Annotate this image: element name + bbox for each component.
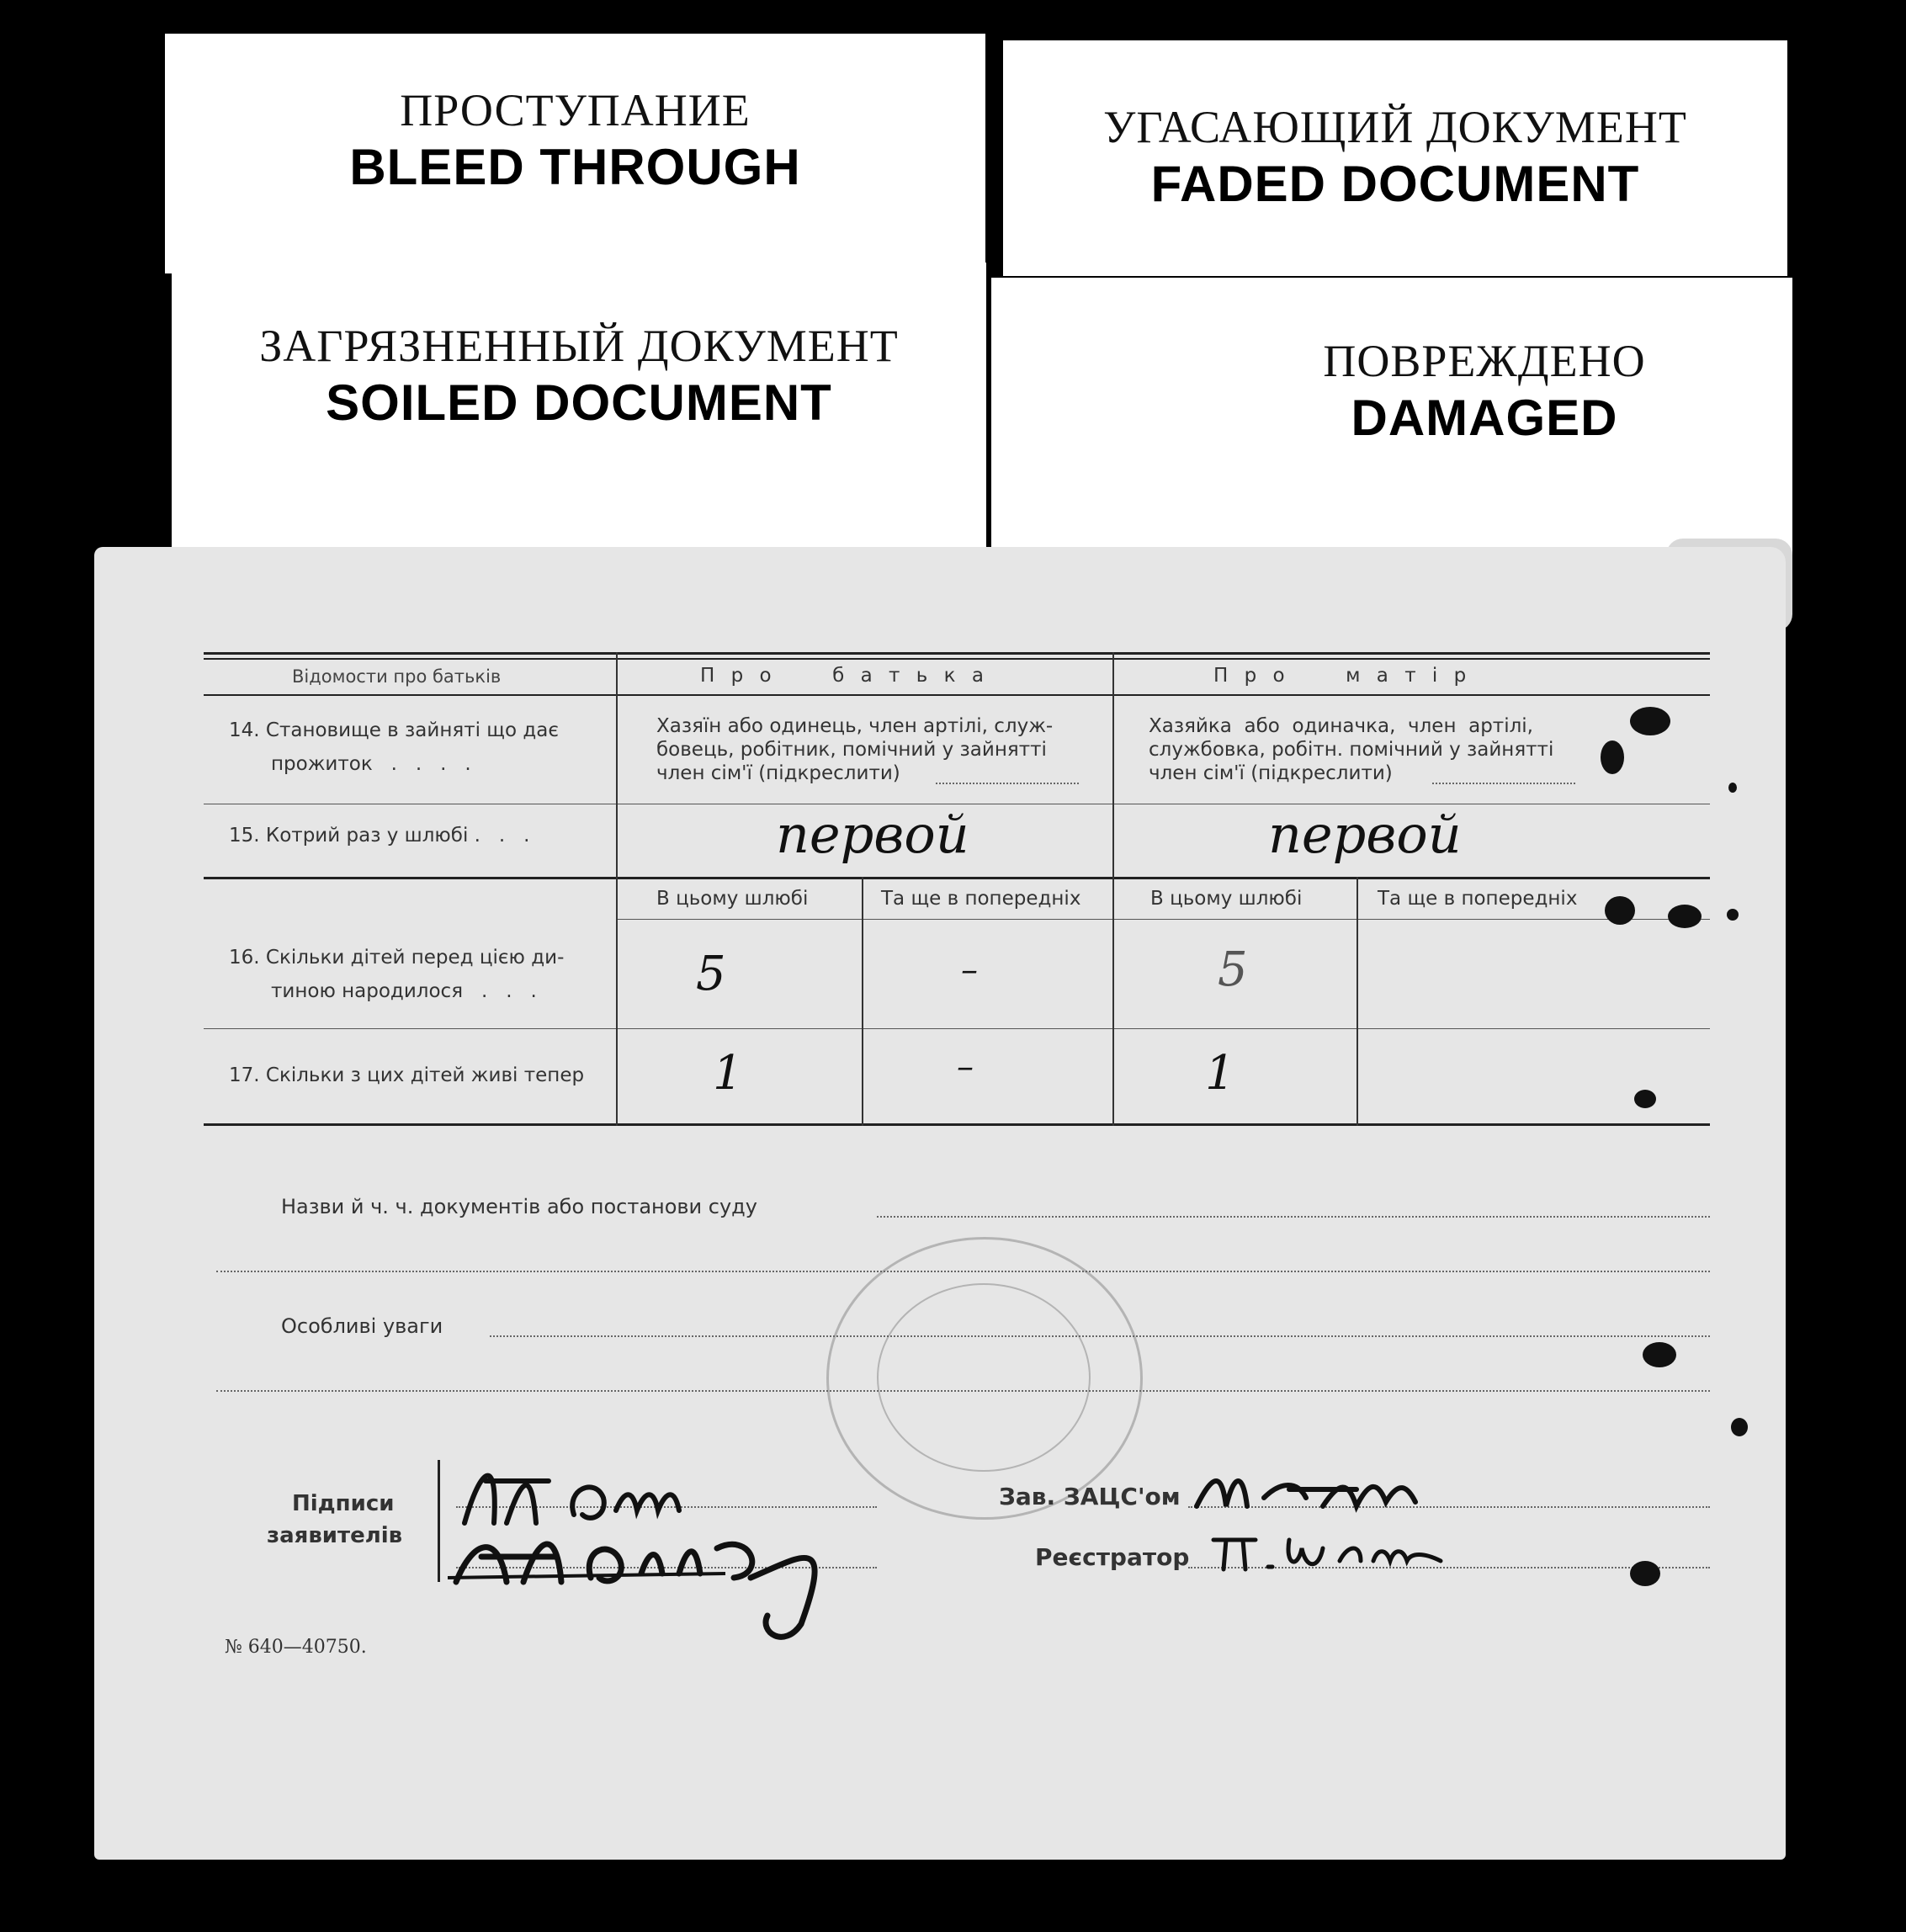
signatures-bracket <box>438 1460 440 1582</box>
row15-mother-value: первой <box>1268 804 1462 865</box>
row14-father-line3: член сім'ї (підкреслити) <box>656 762 900 784</box>
registrar-signature <box>1205 1515 1474 1582</box>
col-divider-2 <box>1112 652 1114 1126</box>
damage-hole-5 <box>1634 1090 1656 1108</box>
form-number: № 640—40750. <box>225 1637 367 1658</box>
mother-previous-header: Та ще в попередніх <box>1378 888 1578 910</box>
damage-hole-4 <box>1668 905 1702 928</box>
row16-father-previous: – <box>961 951 978 990</box>
faded-document-card <box>1003 40 1787 276</box>
remarks-dots-2 <box>216 1390 1710 1392</box>
mother-in-marriage-header: В цьому шлюбі <box>1150 888 1303 910</box>
row16-mother-current: 5 <box>1218 942 1248 997</box>
row17-father-previous: – <box>957 1048 974 1086</box>
damage-hole-8 <box>1630 1561 1660 1586</box>
col-divider-4 <box>1356 877 1358 1126</box>
row14-father-line1: Хазяїн або одинець, член артілі, служ- <box>656 715 1054 737</box>
subheader-bottom <box>616 919 1710 920</box>
soiled-document-ru: ЗАГРЯЗНЕННЫЙ ДОКУМЕНТ <box>259 321 899 371</box>
damaged-en: DAMAGED <box>1351 390 1618 446</box>
head-label: Зав. ЗАЦС'ом <box>999 1483 1181 1510</box>
remarks-label: Особливі уваги <box>281 1314 443 1338</box>
table-bottom-border <box>204 1123 1710 1126</box>
row16-bottom <box>204 1028 1710 1029</box>
documents-label: Назви й ч. ч. документів або постанови суду <box>281 1195 757 1218</box>
bleed-through-ru: ПРОСТУПАНИЕ <box>400 85 751 135</box>
row14-mother-line2: службовка, робітн. помічний у зайнятті <box>1149 739 1554 761</box>
faded-document-ru: УГАСАЮЩИЙ ДОКУМЕНТ <box>1103 102 1687 152</box>
damage-hole-2 <box>1601 740 1624 774</box>
row14-label-line2: прожиток . . . . <box>271 753 471 775</box>
soiled-document-en: SOILED DOCUMENT <box>326 374 832 431</box>
soiled-document-card <box>172 263 986 557</box>
col-divider-3 <box>862 877 863 1126</box>
row15-bottom <box>204 877 1710 879</box>
damaged-card <box>991 278 1792 555</box>
signatures-label-line2: заявителів <box>267 1523 403 1548</box>
table-header-border <box>204 658 1710 660</box>
remarks-dots-1 <box>490 1335 1710 1337</box>
row15-label: 15. Котрий раз у шлюбі . . . <box>229 825 530 847</box>
row14-mother-line1: Хазяйка або одиначка, член артілі, <box>1149 715 1533 737</box>
row17-label: 17. Скільки з цих дітей живі тепер <box>229 1064 585 1086</box>
documents-dots-2 <box>216 1271 1710 1272</box>
row17-father-current: 1 <box>713 1046 743 1101</box>
table-header-bottom <box>204 694 1710 696</box>
row16-label-line1: 16. Скільки дітей перед цією ди- <box>229 947 565 969</box>
row15-father-value: первой <box>776 804 969 865</box>
damage-hole-6 <box>1643 1342 1676 1367</box>
father-previous-header: Та ще в попередніх <box>881 888 1081 910</box>
documents-dots-1 <box>877 1216 1710 1218</box>
damage-hole-9 <box>1727 909 1739 921</box>
header-parents-info: Відомости про батьків <box>292 666 502 687</box>
damage-hole-7 <box>1731 1418 1748 1436</box>
row16-label-line2: тиною народилося . . . <box>271 980 537 1002</box>
col-divider-1 <box>616 652 618 1126</box>
damage-hole-1 <box>1630 707 1670 735</box>
row14-label-line1: 14. Становище в зайняті що дає <box>229 719 559 741</box>
registration-sheet <box>94 547 1786 1860</box>
bleed-through-en: BLEED THROUGH <box>349 139 801 195</box>
row16-father-current: 5 <box>696 947 726 1001</box>
row14-mother-dots <box>1432 783 1575 784</box>
registrar-label: Реєстратор <box>1035 1543 1190 1571</box>
bleed-through-card <box>165 34 985 273</box>
row14-mother-line3: член сім'ї (підкреслити) <box>1149 762 1393 784</box>
damaged-ru: ПОВРЕЖДЕНО <box>1323 336 1646 386</box>
father-in-marriage-header: В цьому шлюбі <box>656 888 809 910</box>
table-top-border <box>204 652 1710 655</box>
row17-mother-current: 1 <box>1205 1046 1235 1101</box>
applicant-signatures <box>448 1430 969 1649</box>
damage-hole-10 <box>1728 783 1737 793</box>
faded-document-en: FADED DOCUMENT <box>1150 156 1640 212</box>
header-father: П р о б а т ь к а <box>700 665 989 687</box>
damage-hole-3 <box>1605 896 1635 925</box>
signatures-label-line1: Підписи <box>292 1491 395 1516</box>
header-mother: П р о м а т і р <box>1213 665 1472 687</box>
row14-father-dots <box>936 783 1079 784</box>
row14-father-line2: бовець, робітник, помічний у зайнятті <box>656 739 1047 761</box>
